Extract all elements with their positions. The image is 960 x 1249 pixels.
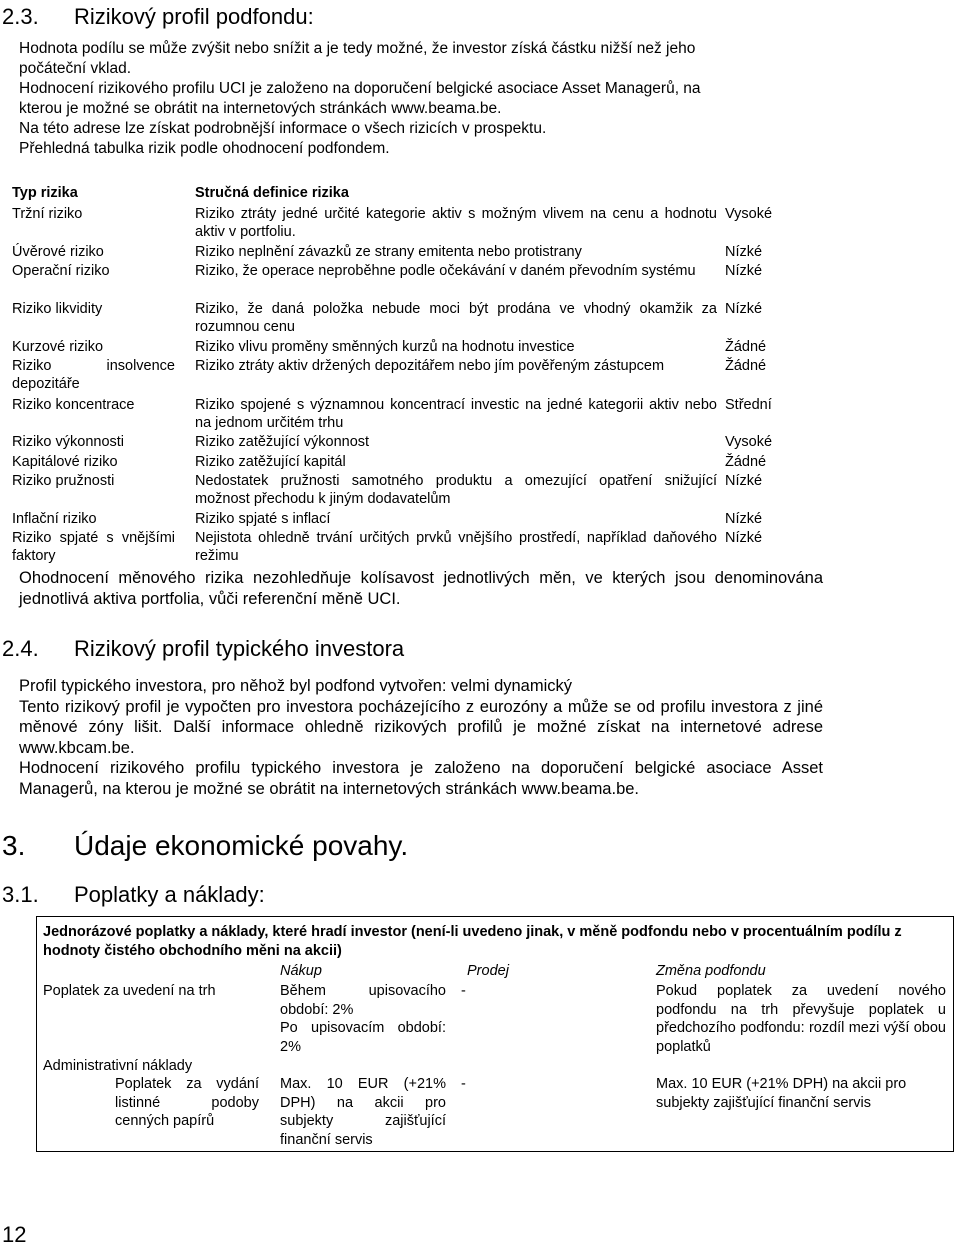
fee-sublabel-paper-certificates: Poplatek za vydání listinné podoby cenných papírů	[115, 1076, 259, 1129]
fee-label-market-launch: Poplatek za uvedení na trh	[43, 983, 216, 999]
fee-sell-market-launch: -	[461, 983, 466, 999]
risk-definition: Riziko vlivu proměny směnných kurzů na hodnotu investice	[195, 339, 575, 355]
column-header-sell: Prodej	[467, 963, 509, 979]
column-header-switch: Změna podfondu	[656, 963, 766, 979]
risk-definition: Riziko ztráty jedné určité kategorie aktiv s možným vlivem na cenu a hodnotu aktiv v portfoliu.	[195, 206, 717, 240]
fee-buy-admin: Max. 10 EUR (+21% DPH) na akcii pro subjekty zajišťující finanční servis	[280, 1076, 446, 1148]
intro-line: Hodnocení rizikového profilu UCI je založeno na doporučení belgické asociace Asset Managerů, na	[19, 80, 701, 97]
column-header-buy: Nákup	[280, 963, 322, 979]
intro-line: Přehledná tabulka rizik podle ohodnocení podfondem.	[19, 140, 390, 157]
risk-type: Kapitálové riziko	[12, 454, 118, 470]
risk-type: Úvěrové riziko	[12, 244, 104, 260]
risk-rating: Střední	[725, 397, 772, 413]
investor-profile-paragraph: Tento rizikový profil je vypočten pro investora pocházejícího z eurozóny a může se od profilu investora z jiné měnové zóny lišit. Další informace ohledně rizikových profilů je možné získat na internetové adrese www.kbcam.be.	[19, 697, 823, 757]
intro-line: počáteční vklad.	[19, 60, 132, 77]
section-number: 3.1.	[2, 882, 39, 907]
risk-definition: Nejistota ohledně trvání určitých prvků vnějšího prostředí, například daňového režimu	[195, 530, 717, 564]
risk-rating: Nízké	[725, 263, 763, 279]
risk-definition: Riziko neplnění závazků ze strany emitenta nebo protistrany	[195, 244, 582, 260]
risk-rating: Vysoké	[725, 206, 773, 222]
risk-rating: Žádné	[725, 454, 767, 470]
risk-definition: Riziko, že operace neproběhne podle očekávání v daném převodním systému	[195, 263, 696, 279]
risk-definition: Riziko spojené s významnou koncentrací investic na jedné kategorii aktiv nebo na jednom určitém trhu	[195, 397, 717, 431]
fee-buy-market-launch	[280, 982, 446, 1056]
risk-type: Operační riziko	[12, 263, 110, 279]
investor-profile-line: Profil typického investora, pro něhož byl podfond vytvořen: velmi dynamický	[19, 677, 573, 695]
section-title: Rizikový profil podfondu:	[74, 4, 314, 29]
fee-switch-market-launch: Pokud poplatek za uvedení nového podfondu na trh převyšuje poplatek u předchozího podfondu: rozdíl mezi výší obou poplatků	[656, 983, 946, 1055]
section-title: Údaje ekonomické povahy.	[74, 830, 409, 861]
header-risk-type: Typ rizika	[12, 185, 78, 201]
currency-risk-note: Ohodnocení měnového rizika nezohledňuje kolísavost jednotlivých měn, ve kterých jsou denominována jednotlivá aktiva portfolia, vůči referenční měně UCI.	[19, 569, 823, 608]
header-risk-definition: Stručná definice rizika	[195, 185, 349, 201]
fees-table-header: Jednorázové poplatky a náklady, které hradí investor (není-li uvedeno jinak, v měně podfondu nebo v procentuálním podílu z hodnoty čistého obchodního měni na akcii)	[43, 924, 902, 959]
risk-type: Riziko insolvence depozitáře	[12, 358, 175, 392]
intro-line: Hodnota podílu se může zvýšit nebo snížit a je tedy možné, že investor získá částku nižší než jeho	[19, 40, 696, 57]
fee-sell-admin: -	[461, 1076, 466, 1092]
risk-definition: Riziko, že daná položka nebude moci být prodána ve vhodný okamžik za rozumnou cenu	[195, 301, 717, 335]
fee-buy-after-subscription: Po upisovacím období: 2%	[280, 1020, 446, 1055]
risk-definition: Nedostatek pružnosti samotného produktu a omezující opatření snižující možnost přechodu k jiným dodavatelům	[195, 473, 717, 507]
risk-definition: Riziko ztráty aktiv držených depozitářem nebo jím pověřeným zástupcem	[195, 358, 665, 374]
fee-switch-admin: Max. 10 EUR (+21% DPH) na akcii pro subjekty zajišťující finanční servis	[656, 1076, 907, 1111]
page-number: 12	[2, 1222, 27, 1247]
risk-definition: Riziko zatěžující kapitál	[195, 454, 346, 470]
fees-table	[36, 916, 954, 1152]
risk-type: Riziko spjaté s vnějšími faktory	[12, 530, 175, 564]
risk-type: Riziko koncentrace	[12, 397, 135, 413]
fee-label-admin-costs: Administrativní náklady	[43, 1058, 193, 1074]
section-number: 2.4.	[2, 636, 39, 661]
risk-profile-intro	[19, 39, 839, 159]
risk-definition: Riziko zatěžující výkonnost	[195, 434, 370, 450]
section-number: 2.3.	[2, 4, 39, 29]
intro-line: kterou je možné se obrátit na internetových stránkách www.beama.be.	[19, 100, 502, 117]
section-heading-2-3	[2, 4, 314, 30]
investor-profile-text	[19, 676, 823, 799]
risk-rating: Nízké	[725, 511, 763, 527]
risk-rating: Nízké	[725, 473, 763, 489]
risk-type: Inflační riziko	[12, 511, 97, 527]
risk-rating: Žádné	[725, 339, 767, 355]
risk-type: Tržní riziko	[12, 206, 83, 222]
risk-type: Riziko likvidity	[12, 301, 103, 317]
risk-type: Kurzové riziko	[12, 339, 104, 355]
section-title: Rizikový profil typického investora	[74, 636, 405, 661]
section-number: 3.	[2, 830, 26, 861]
section-heading-3-1	[2, 882, 265, 908]
fee-buy-subscription-period: Během upisovacího období: 2%	[280, 983, 446, 1018]
investor-profile-paragraph: Hodnocení rizikového profilu typického investora je založeno na doporučení belgické asociace Asset Managerů, na kterou je možné se obrátit na internetových stránkách www.beama.be.	[19, 759, 823, 798]
risk-type: Riziko výkonnosti	[12, 434, 125, 450]
risk-rating: Nízké	[725, 244, 763, 260]
section-heading-3	[2, 830, 408, 862]
risk-definition: Riziko spjaté s inflací	[195, 511, 331, 527]
section-title: Poplatky a náklady:	[74, 882, 265, 907]
section-heading-2-4	[2, 636, 404, 662]
intro-line: Na této adrese lze získat podrobnější informace o všech rizicích v prospektu.	[19, 120, 547, 137]
risk-rating: Nízké	[725, 301, 763, 317]
risk-rating: Žádné	[725, 358, 767, 374]
risk-rating: Nízké	[725, 530, 763, 546]
risk-rating: Vysoké	[725, 434, 773, 450]
risk-type: Riziko pružnosti	[12, 473, 115, 489]
